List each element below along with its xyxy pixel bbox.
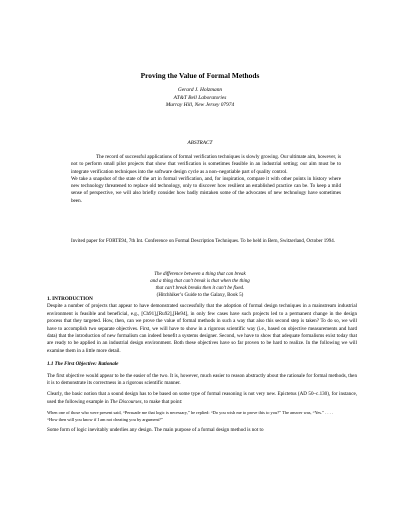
paragraph-text-b: , to make that point: (141, 398, 183, 405)
author-affiliation: AT&T Bell Laboratories (173, 94, 227, 101)
subsection-paragraph-3: Some form of logic inevitably underlies any design. The main purpose of a formal design method is not to (47, 427, 264, 434)
epigraph-line-2: and a thing that can’t break is that when the thing (150, 278, 250, 284)
abstract-paragraph-1: The record of successful applications of formal verification techniques is slowly growing. Our ultimate aim, however, is not to perform small pilot projects that show that verification is sometimes feasible in an industrial setting; our aim must be to integrate verification techniques into the software design cycle as a non–negotiable part of quality control. (71, 154, 341, 175)
paragraph-text-a: Clearly, the basic notion that a sound design has to be based on some type of formal reasoning is not very new. Epictetus (AD 50–c.130), for instance, used the following example in (47, 391, 357, 405)
paper-title: Proving the Value of Formal Methods (140, 71, 260, 80)
subsection-paragraph-1: The first objective would appear to be the easier of the two. It is, however, much easier to reason abstractly about the rationale for formal methods, then it is to demonstrate its correctness in a rigorous scientific manner. (47, 372, 357, 387)
author-address: Murray Hill, New Jersey 07974 (165, 102, 235, 109)
invited-paper-note: Invited paper for FORTE94, 7th Int. Conference on Formal Description Techniques. To be held in Bern, Switzerland, October 1994. (71, 239, 336, 244)
subsection-paragraph-2 (47, 391, 357, 406)
epictetus-quote: When one of those who were present said, “Persuade me that logic is necessary,” he replied: “Do you wish me to prove this to you?” The answer was, “Yes.” . . . . “How then will you know if I am not cheating you by argument?” (47, 410, 333, 422)
introduction-paragraph: Despite a number of projects that appear to have demonstrated successfully that the adoption of formal design techniques in a mainstream industrial environment is feasible and beneficial, e.g., [Ch91],[Ru92],[He94], in only few cases have such projects led to a permanent change in the design process that they targeted. How, then, can we prove the value of formal methods in such a way that also this second step is taken? To do so, we will have to accomplish two separate objectives. First, we will have to show in a rigorous scientific way (i.e., based on objective measurements and hard data) that the introduction of new formalism can indeed benefit a systems designer. Second, we have to show that adequate formalisms exist today that are ready to be applied in an industrial design environment. Both these objectives have so far proven to be hard to realize. In the following we will examine them in a little more detail. (47, 303, 357, 354)
body-text (47, 296, 357, 435)
subsection-heading-first-objective: 1.1 The First Objective: Rationale (47, 361, 119, 368)
abstract-paragraph-2: We take a snapshot of the state of the art in formal verification, and, for inspiration, compare it with other points in history where new technology threatened to replace old technology, only to discover how resilient an established practice can be. To keep a mild sense of perspective, we will also briefly consider how badly mistaken some of the advocates of new technology have sometimes been. (71, 175, 341, 204)
epigraph-line-3: that can’t break breaks then it can’t be fixed. (155, 285, 245, 291)
author-block (0, 87, 400, 110)
abstract (71, 154, 341, 205)
author-name: Gerard J. Holzmann (177, 87, 223, 93)
epigraph-line-1: The difference between a thing that can break (154, 272, 246, 277)
epigraph-source: (Hitchhiker’s Guide to the Galaxy, Book 5) (156, 292, 244, 298)
abstract-heading: ABSTRACT (187, 140, 213, 146)
book-title: The Discourses (109, 398, 142, 405)
section-heading-introduction: 1. INTRODUCTION (47, 296, 93, 302)
